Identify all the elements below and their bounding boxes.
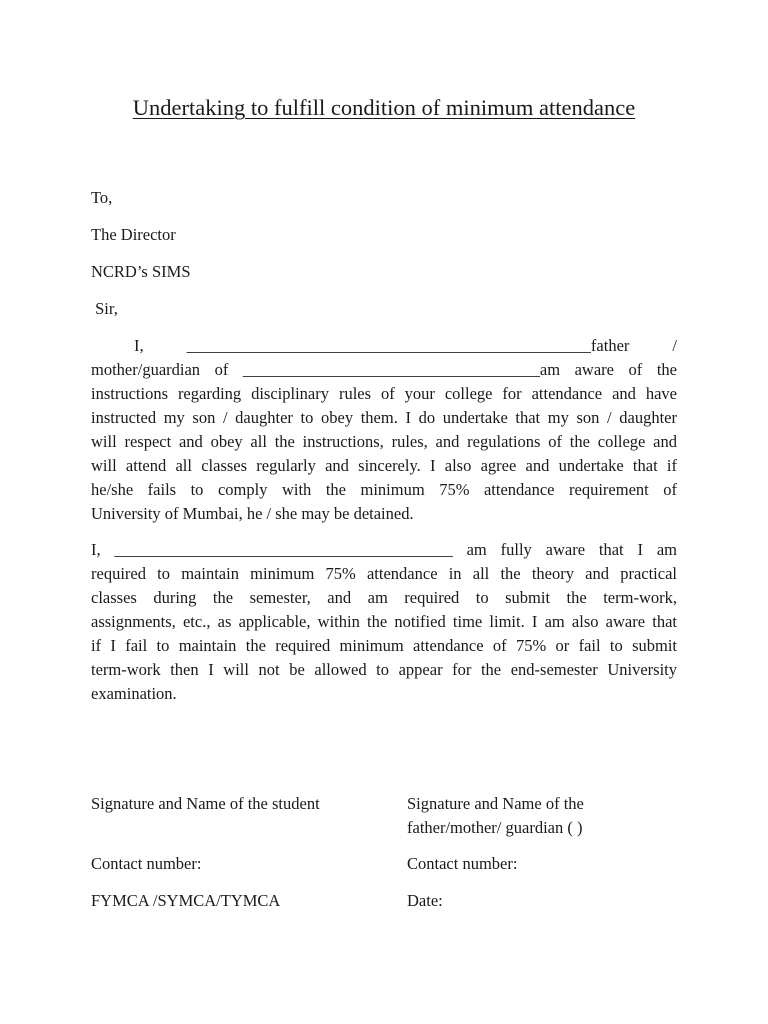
student-contact-label: Contact number: [91,854,202,873]
date-label: Date: [407,891,443,910]
paragraph-line: will attend all classes regularly and sincerely. I also agree and undertake that if [91,456,677,475]
student-undertaking-paragraph [91,538,677,706]
paragraph-line: I, _________________________________________________father / [91,336,677,355]
class-options-label: FYMCA /SYMCA/TYMCA [91,891,281,910]
student-signature-label: Signature and Name of the student [91,794,320,813]
address-recipient: The Director [91,225,176,244]
paragraph-line: instructed my son / daughter to obey them. I do undertake that my son / daughter [91,408,677,427]
paragraph-line: he/she fails to comply with the minimum 75% attendance requirement of [91,480,677,499]
guardian-signature-label-cont: father/mother/ guardian ( ) [407,818,583,837]
paragraph-line: assignments, etc., as applicable, within the notified time limit. I am also aware that [91,612,677,631]
paragraph-line: if I fail to maintain the required minimum attendance of 75% or fail to submit [91,636,677,655]
address-to: To, [91,188,113,207]
paragraph-line: examination. [91,684,177,703]
salutation: Sir, [91,299,118,318]
paragraph-line: required to maintain minimum 75% attendance in all the theory and practical [91,564,677,583]
paragraph-line: mother/guardian of ____________________________________am aware of the [91,360,677,379]
paragraph-line: classes during the semester, and am required to submit the term-work, [91,588,677,607]
parent-undertaking-paragraph [91,334,677,526]
paragraph-line: I, _________________________________________ am fully aware that I am [91,540,677,559]
paragraph-line: University of Mumbai, he / she may be detained. [91,504,414,523]
paragraph-line: will respect and obey all the instructions, rules, and regulations of the college and [91,432,677,451]
address-institution: NCRD’s SIMS [91,262,191,281]
guardian-contact-label: Contact number: [407,854,518,873]
paragraph-line: term-work then I will not be allowed to appear for the end-semester University [91,660,677,679]
guardian-signature-label: Signature and Name of the [407,794,584,813]
document-title: Undertaking to fulfill condition of minimum attendance [132,95,636,120]
paragraph-line: instructions regarding disciplinary rules of your college for attendance and have [91,384,677,403]
